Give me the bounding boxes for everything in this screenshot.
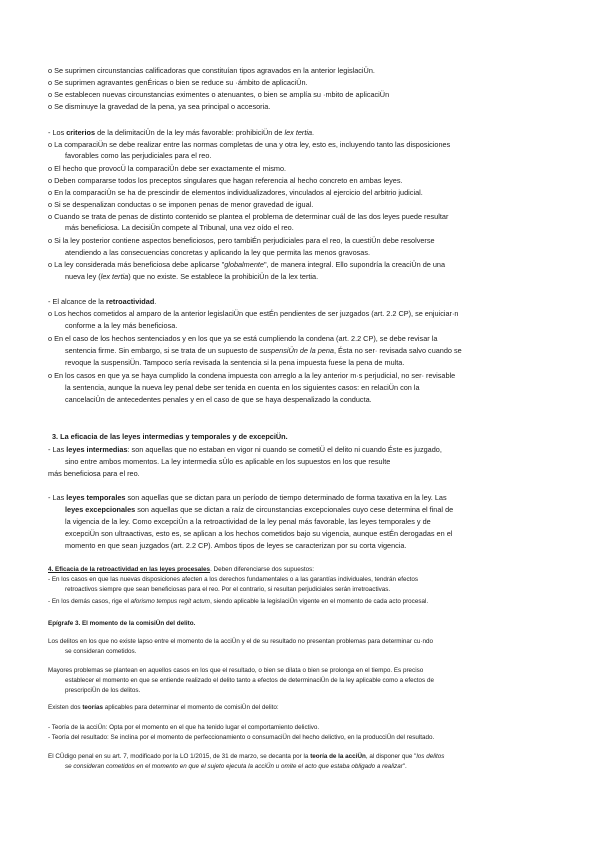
text-line: más beneficiosa. La decisiÜn compete al Tribunal, una vez oído el reo. [65, 223, 294, 232]
text-line: - Las leyes temporales son aquellas que se dictan para un período de tiempo determinado de forma taxativa en la ley. Las [48, 493, 447, 502]
text-line: momento en que sean juzgados (art. 2.2 CP). Ambos tipos de leyes se caracterizan por su corta vigencia. [65, 541, 407, 550]
section-heading: Epígrafe 3. El momento de la comisiÜn del delito. [48, 620, 196, 627]
section-heading: 4. Eficacia de la retroactividad en las leyes procesales. Deben diferenciarse dos supuestos: [48, 566, 315, 573]
text-line: o La ley considerada más beneficiosa debe aplicarse "globalmente", de manera integral. Ello supondría la creaciÜn de una [48, 260, 446, 269]
text-line: o Deben compararse todos los preceptos singulares que hagan referencia al hecho concreto en ambas leyes. [48, 176, 403, 185]
text-line: o En los casos en que ya se haya cumplido la condena impuesta con arreglo a la ley anterior m·s perjudicial, no ser· revisable [48, 371, 456, 380]
text-line: excepciÜn son ultraactivas, esto es, se aplican a los hechos cometidos bajo su vigencia, aunque estÉn derogadas en el [65, 529, 453, 538]
text-line: la vigencia de la ley. Como excepciÜn a la retroactividad de la ley penal más favorable, las leyes temporales y de [65, 517, 431, 526]
text-line: o En el caso de los hechos sentenciados y en los que ya se está cumpliendo la condena (art. 2.2 CP), se debe revisar la [48, 334, 438, 343]
text-line: cancelaciÜn de antecedentes penales y en el caso de que se haya despenalizado la conducta. [65, 395, 372, 404]
text-line: - Teoría del resultado: Se inclina por el momento de perfeccionamiento o consumaciÜn del hecho delictivo, en la producciÜn del resultado. [48, 734, 435, 741]
text-line: nueva ley (lex tertia) que no existe. Se establece la prohibiciÜn de la lex tertia. [65, 272, 319, 281]
text-line: atendiendo a las consecuencias concretas y aplicando la ley que permita las menos gravosas. [65, 248, 371, 257]
text-line: - Teoría de la acciÜn: Opta por el momento en el que ha tenido lugar el comportamiento delictivo. [48, 724, 320, 731]
text-line: o Se suprimen agravantes genÉricas o bien se reduce su ·ámbito de aplicaciÜn. [48, 78, 308, 87]
text-line: establecer el momento en que se entiende realizado el delito tanto a efectos de determinaciÜn de la ley aplicable como a efectos de [65, 677, 434, 684]
text-line: la sentencia, aunque la nueva ley penal debe ser tenida en cuenta en los siguientes casos: en relaciÜn con la [65, 383, 420, 392]
text-line: se consideran cometidos en el momento en que el sujeto ejecuta la acciÜn u omite el acto que estaba obligado a realizar". [65, 763, 407, 770]
section-heading: - El alcance de la retroactividad. [48, 297, 157, 306]
text-line: o En la comparaciÜn se ha de prescindir de elementos individualizadores, vinculados al ejercicio del arbitrio judicial. [48, 188, 423, 197]
text-line: favorables como las perjudiciales para el reo. [65, 151, 212, 160]
text-line: o El hecho que provocÜ la comparaciÜn debe ser exactamente el mismo. [48, 164, 287, 173]
text-line: revoque la suspensiÜn. Tampoco sería revisada la sentencia si la pena impuesta fuese la pena de multa. [65, 358, 405, 367]
text-line: El CÜdigo penal en su art. 7, modificado por la LO 1/2015, de 31 de marzo, se decanta por la teoría de la acciÜn, al disponer que "los delitos [48, 753, 445, 760]
text-line: leyes excepcionales son aquellas que se dictan a raíz de circunstancias excepcionales cuyo cese determina el final de [65, 505, 454, 514]
text-line: o Los hechos cometidos al amparo de la anterior legislaciÜn que estÉn pendientes de ser juzgados (art. 2.2 CP), se enjuiciar·n [48, 309, 459, 318]
text-line: - En los casos en que las nuevas disposiciones afecten a los derechos fundamentales o a las garantías individuales, tendrán efectos [48, 576, 418, 583]
text-line: sino entre ambos momentos. La ley intermedia sÜlo es aplicable en los supuestos en los que resulte [65, 457, 391, 466]
text-line: o Se establecen nuevas circunstancias eximentes o atenuantes, o bien se amplía su ·mbito de aplicaciÜn [48, 90, 390, 99]
text-line: Los delitos en los que no existe lapso entre el momento de la acciÜn y el de su resultado no presentan problemas para determinar cu·ndo [48, 638, 434, 645]
text-line: o Se disminuye la gravedad de la pena, ya sea principal o accesoria. [48, 102, 271, 111]
text-line: sentencia firme. Sin embargo, si se trata de un supuesto de suspensiÜn de la pena, Ésta no ser· revisada salvo cuando se [65, 346, 462, 355]
text-line: - En los demás casos, rige el aforismo tempus regit actum, siendo aplicable la legislaciÜn vigente en el momento de cada acto procesal. [48, 598, 429, 605]
text-line: - Las leyes intermedias: son aquellas que no estaban en vigor ni cuando se cometiÜ el delito ni cuando Éste es juzgado, [48, 445, 442, 454]
text-line: más beneficiosa para el reo. [48, 469, 140, 478]
text-line: retroactivos siempre que sean beneficiosas para el reo. Por el contrario, si resultan perjudiciales serán irretroactivas. [65, 586, 391, 593]
text-line: Mayores problemas se plantean en aquellos casos en los que el resultado, o bien se dilata o bien se prolonga en el tiempo. Es preciso [48, 667, 424, 674]
text-line: o Se suprimen circunstancias calificadoras que constituían tipos agravados en la anterior legislaciÜn. [48, 66, 375, 75]
text-line: o Si se despenalizan conductas o se imponen penas de menor gravedad de igual. [48, 200, 314, 209]
text-line: Existen dos teorías aplicables para determinar el momento de comisiÜn del delito: [48, 704, 279, 711]
text-line: o Si la ley posterior contiene aspectos beneficiosos, pero tambiÉn perjudiciales para el reo, la cuestiÜn debe resolverse [48, 236, 435, 245]
section-heading: 3. La eficacia de las leyes intermedias y temporales y de excepciÜn. [52, 432, 288, 441]
text-line: o Cuando se trata de penas de distinto contenido se plantea el problema de determinar cuál de las dos leyes puede resultar [48, 212, 449, 221]
text-line: conforme a la ley más beneficiosa. [65, 321, 178, 330]
section-heading: - Los criterios de la delimitaciÜn de la ley más favorable: prohibiciÜn de lex tertia. [48, 128, 315, 137]
text-line: prescripciÜn de los delitos. [65, 687, 141, 694]
text-line: se consideran cometidos. [65, 648, 137, 655]
text-line: o La comparaciÜn se debe realizar entre las normas completas de una y otra ley, esto es, incluyendo tanto las disposiciones [48, 140, 451, 149]
